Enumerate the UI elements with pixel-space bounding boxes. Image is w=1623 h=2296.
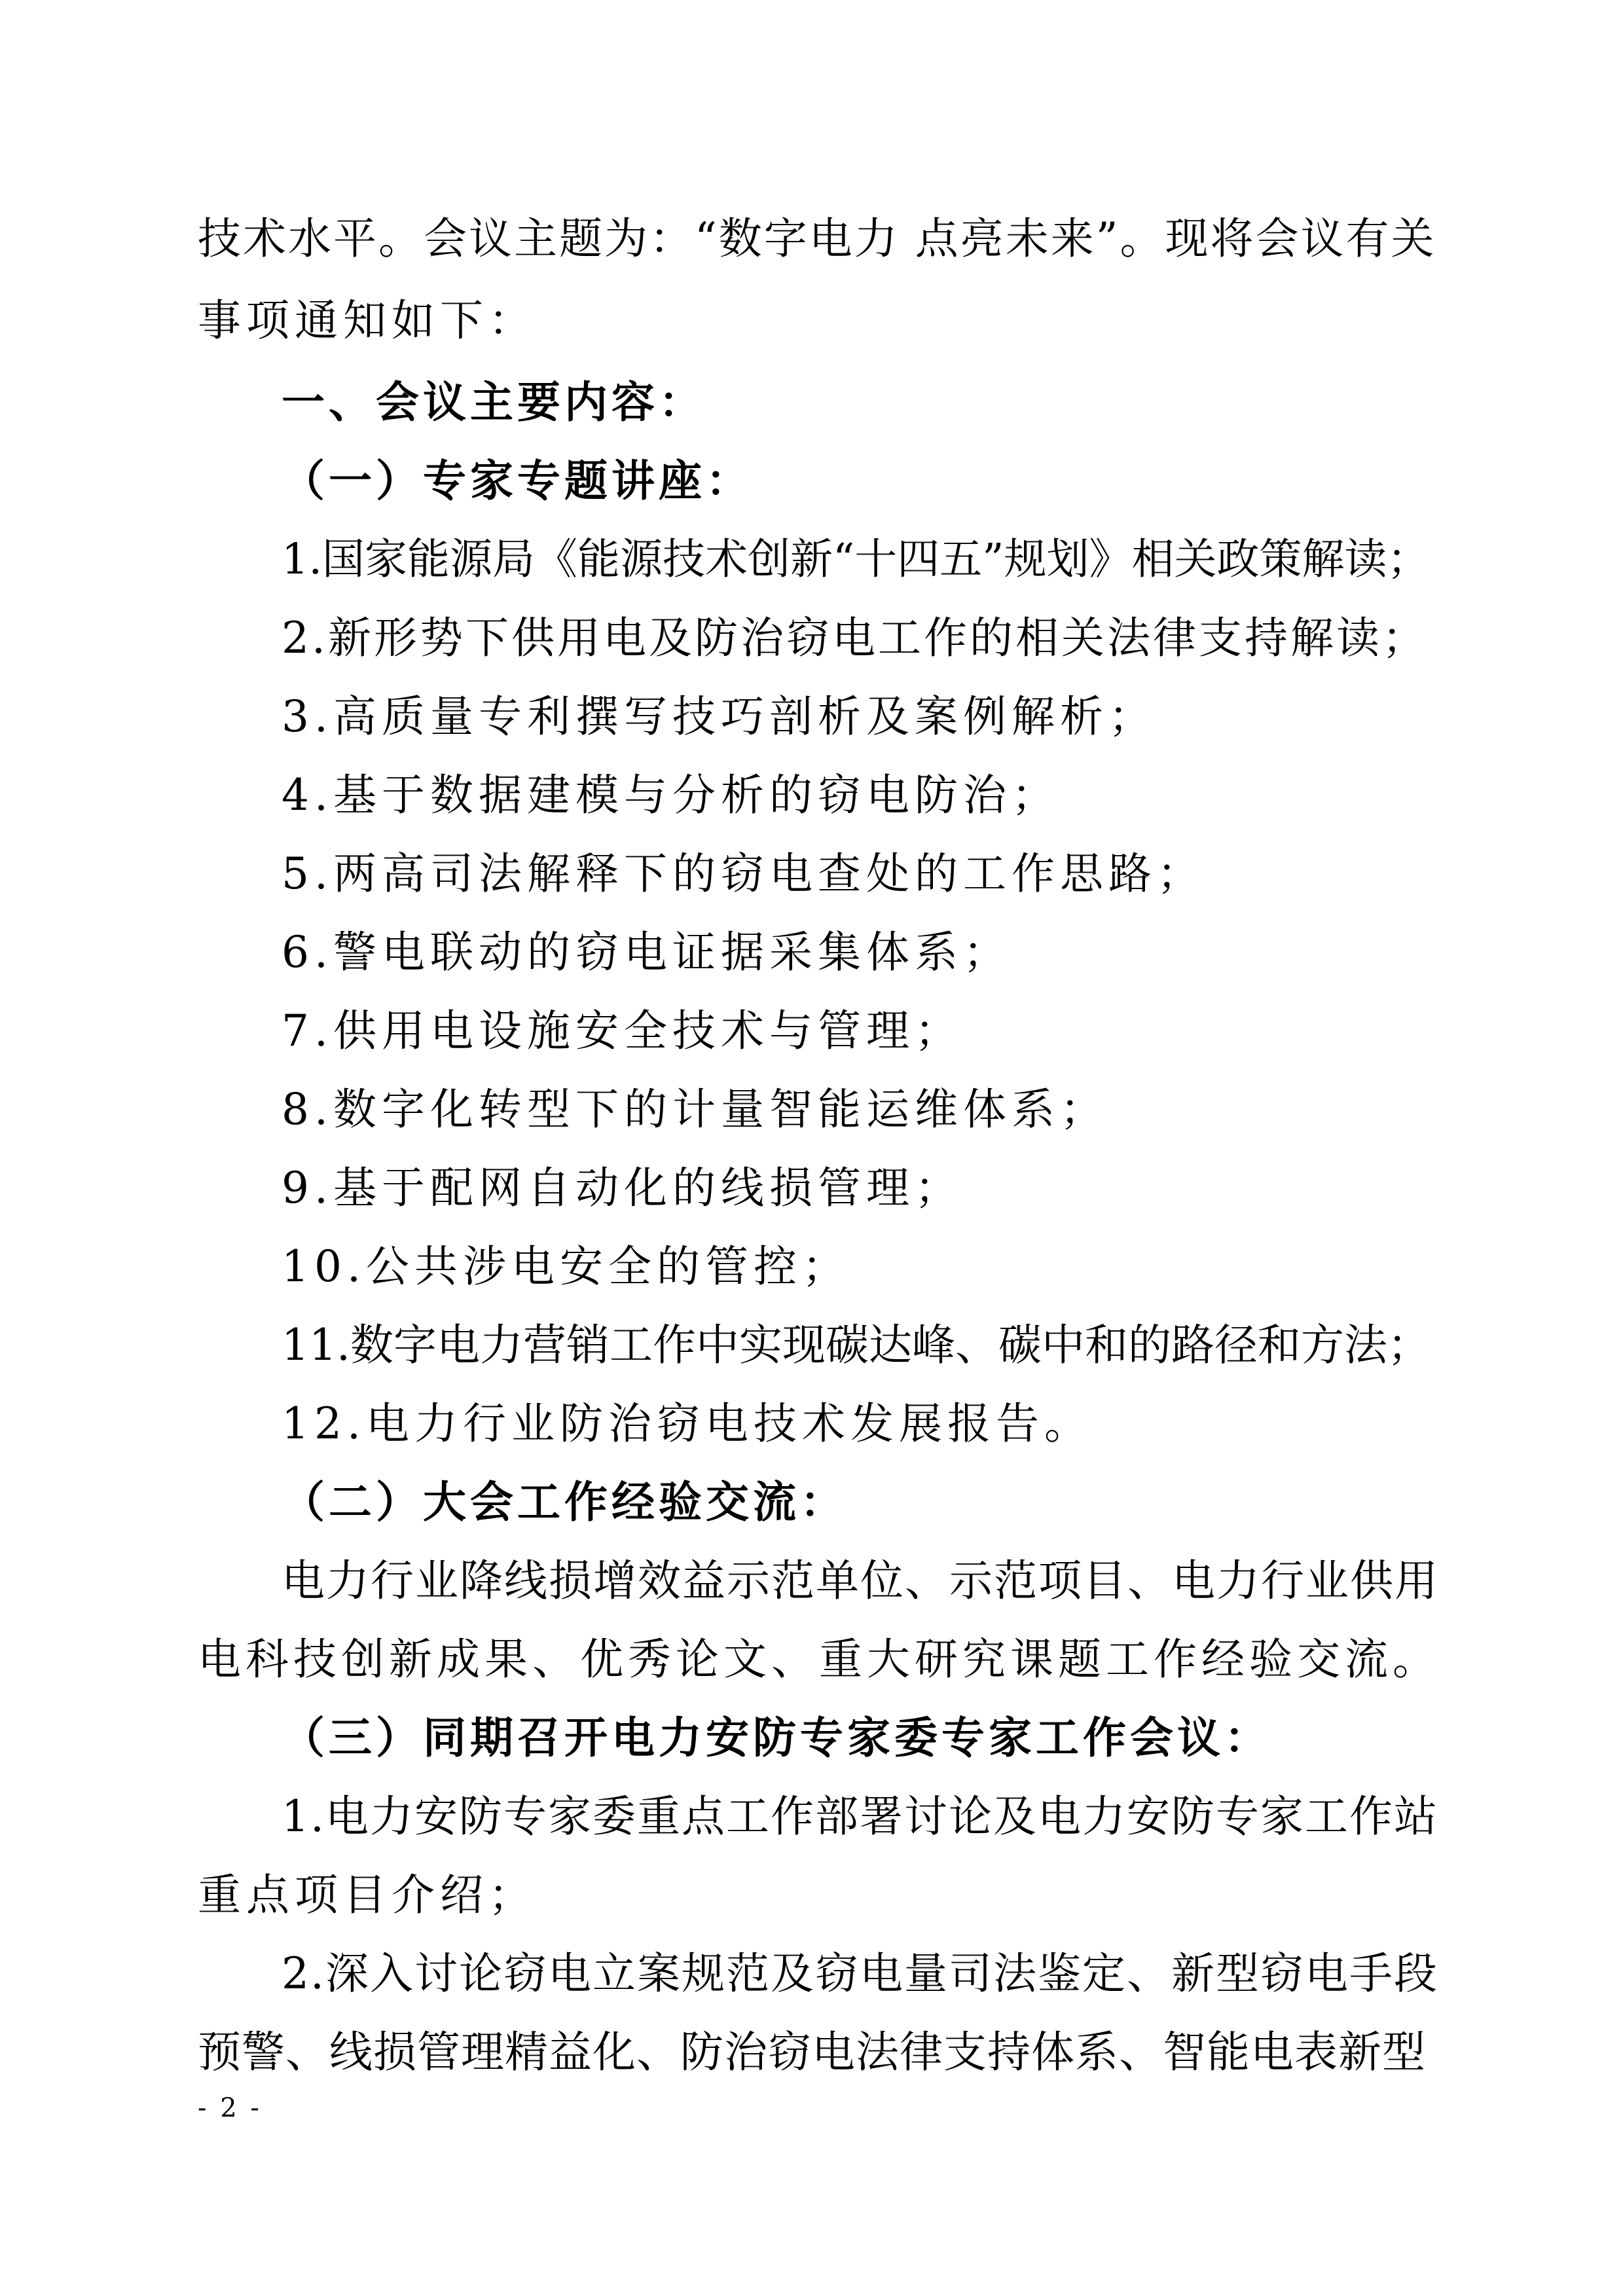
paragraph-line: 预警、线损管理精益化、防治窃电法律支持体系、智能电表新型: [198, 2027, 1426, 2077]
list-item: 4.基于数据建模与分析的窃电防治；: [282, 770, 1060, 820]
list-item: 5.两高司法解释下的窃电查处的工作思路；: [282, 848, 1205, 899]
list-item: 8.数字化转型下的计量智能运维体系；: [282, 1084, 1108, 1135]
paragraph-line: 电科技创新成果、优秀论文、重大研究课题工作经验交流。: [198, 1634, 1440, 1685]
subsection-heading-3: （三）同期召开电力安防专家委专家工作会议：: [282, 1713, 1271, 1763]
paragraph-line: 重点项目介绍；: [198, 1870, 537, 1920]
intro-line-2: 事项通知如下：: [198, 295, 537, 346]
paragraph-line: 2.深入讨论窃电立案规范及窃电量司法鉴定、新型窃电手段: [282, 1948, 1438, 1999]
intro-line-1: 技术水平。会议主题为：“数字电力 点亮未来”。现将会议有关: [198, 213, 1436, 264]
paragraph-line: 电力行业降线损增效益示范单位、示范项目、电力行业供用: [282, 1556, 1439, 1606]
list-item: 3.高质量专利撰写技巧剖析及案例解析；: [282, 691, 1157, 742]
list-item: 10.公共涉电安全的管控；: [282, 1241, 850, 1292]
subsection-heading-1: （一）专家专题讲座：: [282, 456, 753, 506]
list-item: 9.基于配网自动化的线损管理；: [282, 1163, 963, 1213]
paragraph-line: 1.电力安防专家委重点工作部署讨论及电力安防专家工作站: [282, 1791, 1438, 1842]
subsection-heading-2: （二）大会工作经验交流：: [282, 1477, 847, 1527]
list-item: 11.数字电力营销工作中实现碳达峰、碳中和的路径和方法；: [282, 1320, 1431, 1370]
list-item: 7.供用电设施安全技术与管理；: [282, 1006, 963, 1056]
list-item: 12.电力行业防治窃电技术发展报告。: [282, 1398, 1093, 1449]
page-number: - 2 -: [198, 2093, 262, 2123]
list-item: 6.警电联动的窃电证据采集体系；: [282, 927, 1012, 977]
list-item: 2.新形势下供用电及防治窃电工作的相关法律支持解读；: [282, 613, 1428, 663]
list-item: 1.国家能源局《能源技术创新“十四五”规划》相关政策解读；: [282, 535, 1430, 584]
section-heading-1: 一、会议主要内容：: [282, 377, 706, 428]
